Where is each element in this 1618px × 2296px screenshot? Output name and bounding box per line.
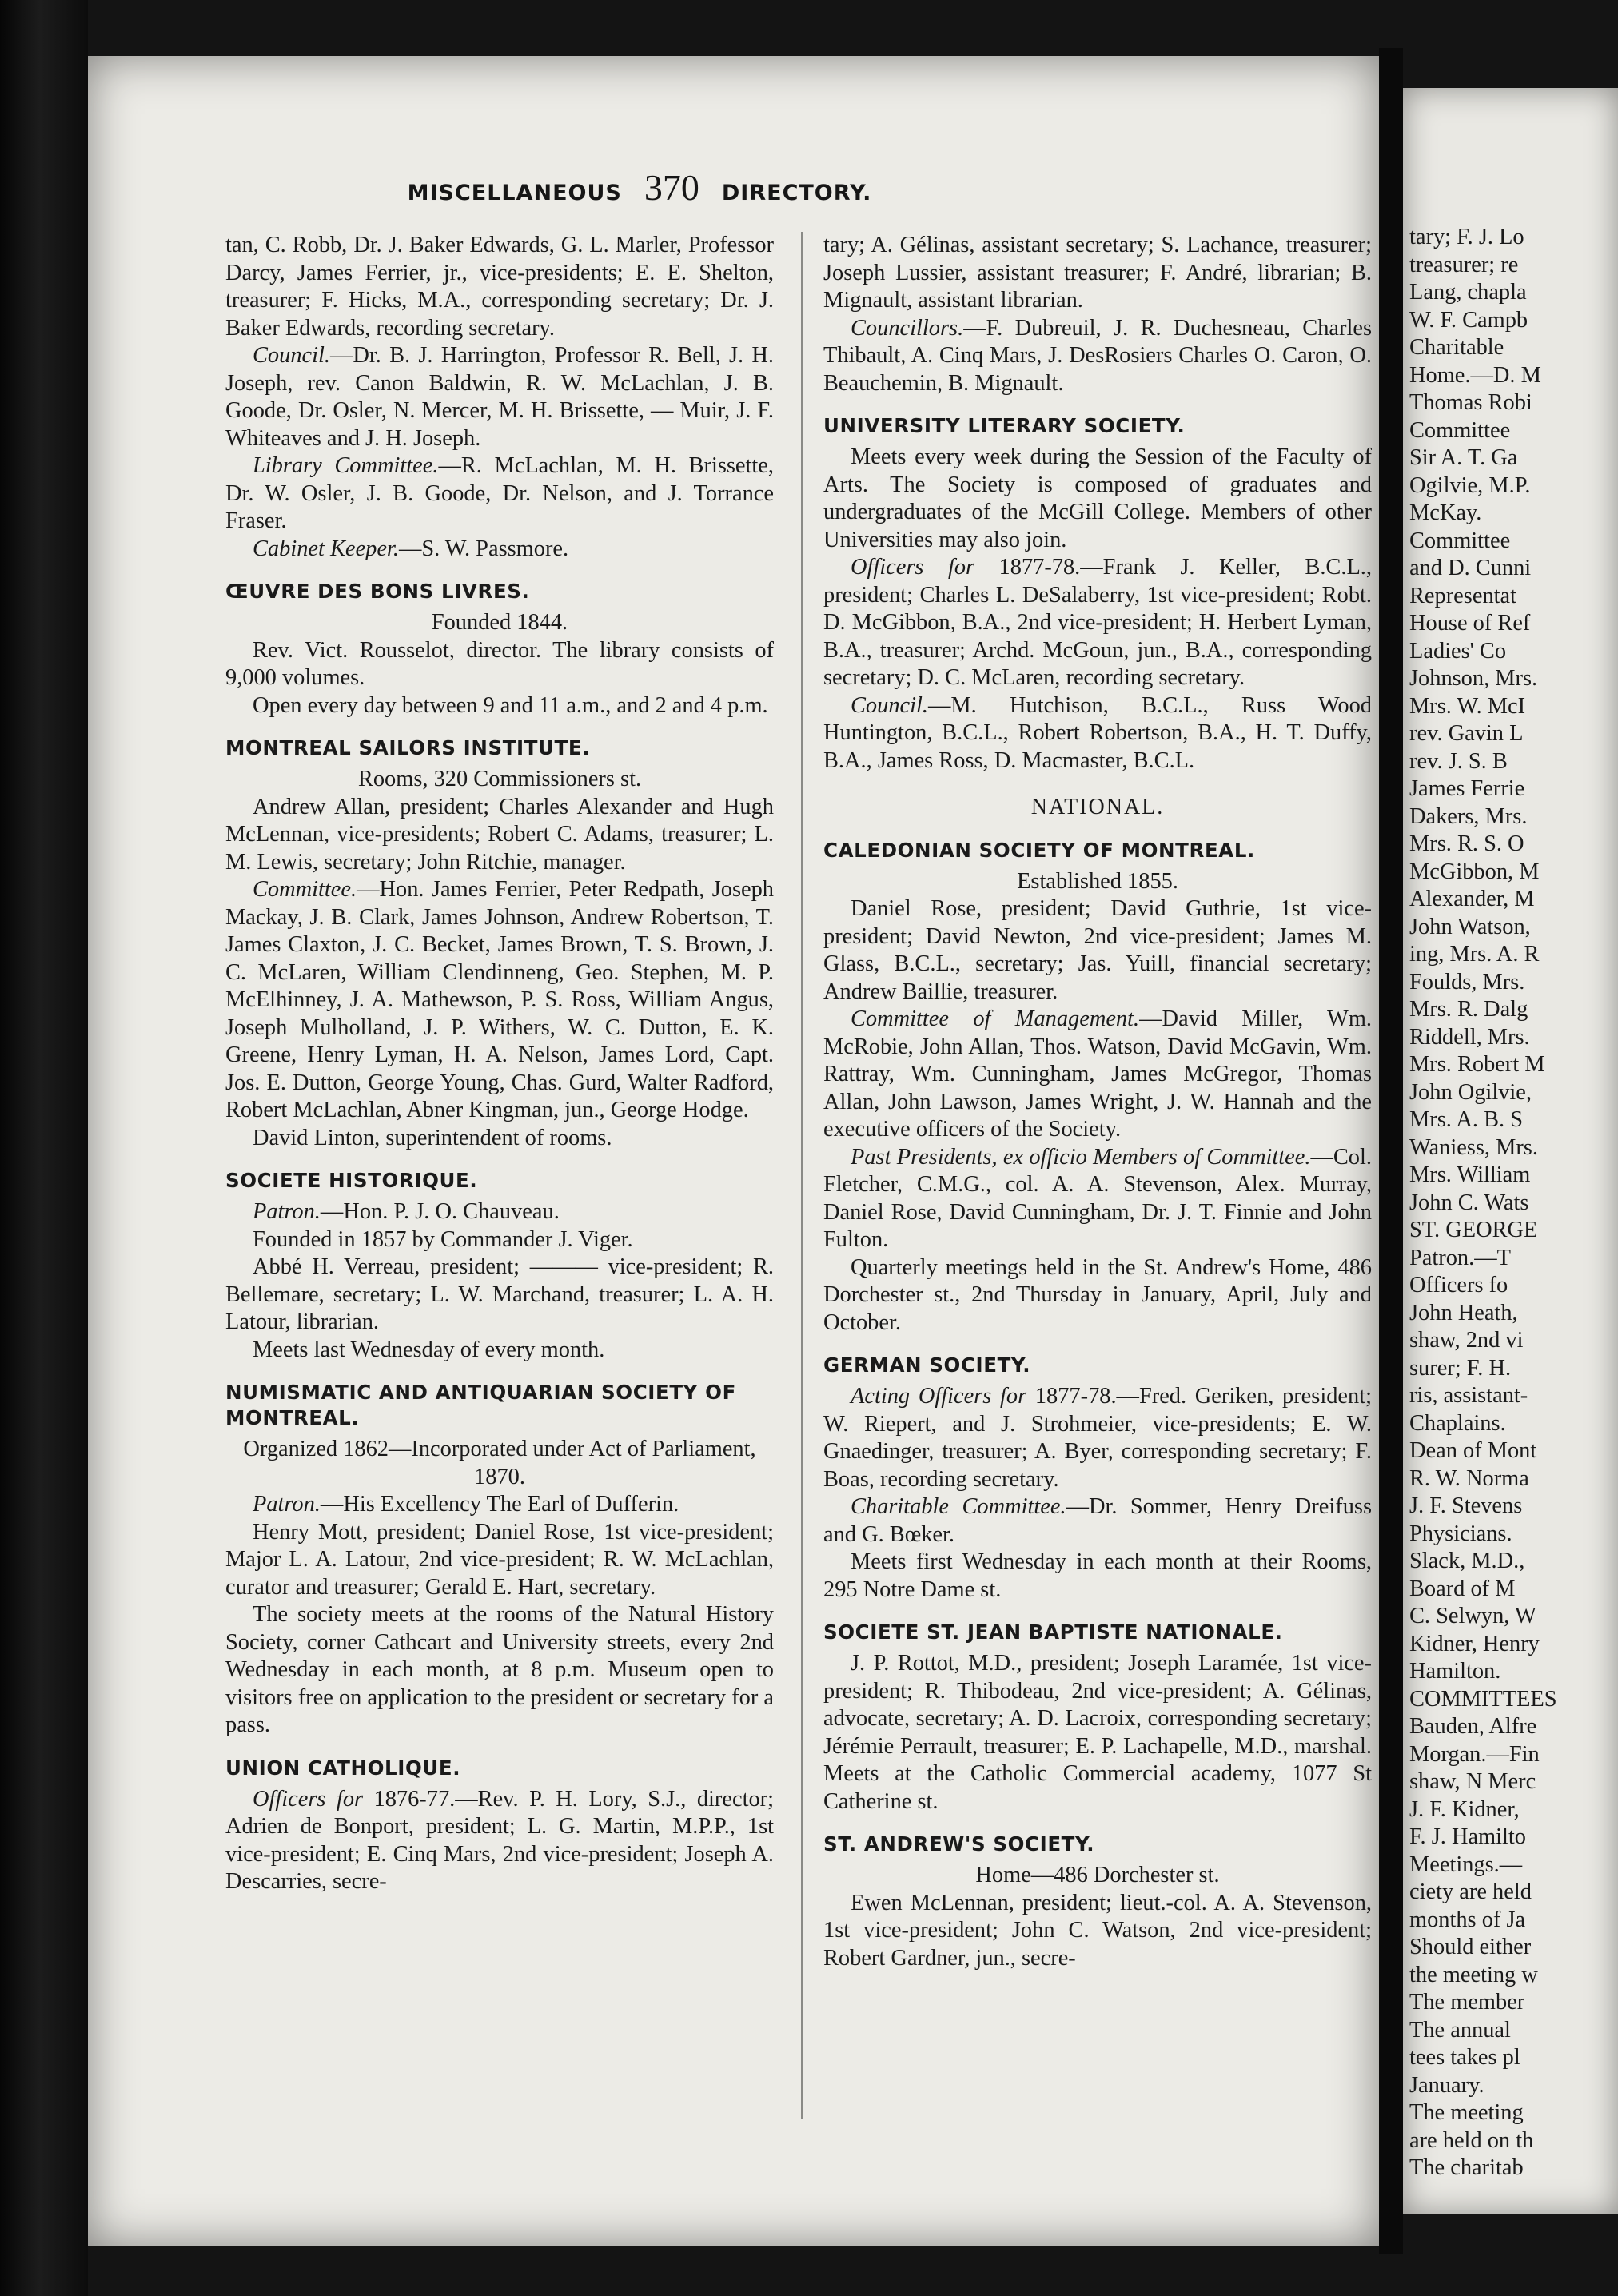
column-rule [801, 232, 803, 2119]
section-heading: UNION CATHOLIQUE. [225, 1756, 461, 1780]
entry-lead: Patron. [253, 1199, 321, 1224]
facing-page-line: C. Selwyn, W [1409, 1604, 1536, 1628]
facing-page-line: months of Ja [1409, 1907, 1526, 1932]
entry-text: —Dr. B. J. Harrington, Professor R. Bell, J. H. Joseph, rev. Canon Baldwin, R. W. McLachlan, J. B. Goode, Dr. Osler, N. Mercer, M. H. Brissette, — Muir, J. F. Whiteaves and J. H. Joseph. [225, 343, 774, 451]
entry-text: tary; A. Gélinas, assistant secretary; S. Lachance, treasurer; Joseph Lussier, assistant treasurer; F. André, librarian; B. Mignault, assistant librarian. [823, 233, 1372, 313]
facing-page-line: tary; F. J. Lo [1409, 225, 1524, 249]
entry-paragraph [225, 452, 774, 536]
entry-text: —F. Dubreuil, J. R. Duchesneau, Charles Thibault, A. Cinq Mars, J. DesRosiers Charles O. Caron, O. Beauchemin, B. Mignault. [823, 315, 1372, 396]
facing-page-line: J. F. Kidner, [1409, 1796, 1520, 1822]
facing-page-line: shaw, 2nd vi [1409, 1328, 1524, 1353]
facing-page-line: R. W. Norma [1409, 1465, 1529, 1491]
entry-paragraph [823, 444, 1372, 554]
entry-text: Abbé H. Verreau, president; ——— vice-president; R. Bellemare, secretary; L. W. Marchand, treasurer; L. A. H. Latour, librarian. [225, 1254, 774, 1334]
facing-page-line: Committee [1409, 417, 1511, 443]
facing-page-line: ST. GEORGE [1409, 1218, 1538, 1242]
facing-page-line: Slack, M.D., [1409, 1549, 1525, 1573]
entry-paragraph [823, 1650, 1372, 1816]
facing-page-line: The charitab [1409, 2155, 1524, 2180]
facing-page-line: are held on th [1409, 2127, 1534, 2153]
entry-paragraph [823, 1383, 1372, 1493]
entry-text: Andrew Allan, president; Charles Alexander and Hugh McLennan, vice-presidents; Robert C. Adams, treasurer; L. M. Lewis, secretary; John Ritchie, manager. [225, 794, 774, 875]
facing-page-line: Chaplains. [1409, 1410, 1506, 1436]
facing-page-line: Physicians. [1409, 1521, 1512, 1546]
header-right: DIRECTORY. [721, 181, 872, 205]
facing-page-line: Patron.—T [1409, 1245, 1511, 1270]
entry-text: 1877-78.—Frank J. Keller, B.C.L., president; Charles L. DeSalaberry, 1st vice-president; Robt. D. McGibbon, B.A., 2nd vice-president; H. Herbert Lyman, B.A., treasurer; Archd. McGoun, jun., B.A., corresponding secretary; D. C. McLaren, recording secretary. [823, 555, 1372, 690]
entry-text: —Hon. James Ferrier, Peter Redpath, Joseph Mackay, J. B. Clark, James Johnson, Andrew Robertson, T. James Claxton, J. C. Becket, James Brown, T. S. Brown, J. C. McLaren, William Clendinneng, Geo. Stephen, M. P. McElhinney, J. A. Mathewson, P. S. Ross, William Angus, Joseph Mulholland, J. P. Withers, W. C. Dutton, E. K. Greene, Henry Lyman, H. A. Nelson, James Lord, Capt. Jos. E. Dutton, George Young, Chas. Gurd, Walter Radford, Robert McLachlan, Abner Kingman, jun., George Hodge. [225, 877, 774, 1122]
entry-lead: Past Presidents, ex officio Members of Committee. [851, 1144, 1311, 1170]
entry-text: —M. Hutchison, B.C.L., Russ Wood Huntington, B.C.L., Robert Robertson, B.A., H. T. Duffy, B.A., James Ross, D. Macmaster, B.C.L. [823, 692, 1372, 773]
facing-page-line: surer; F. H. [1409, 1355, 1512, 1381]
section-heading: ST. ANDREW'S SOCIETY. [823, 1832, 1095, 1856]
entry-paragraph [225, 1198, 774, 1226]
facing-page-line: The annual [1409, 2017, 1511, 2043]
entry-paragraph [823, 895, 1372, 1006]
facing-page-line: January. [1409, 2072, 1484, 2098]
facing-page-line: W. F. Campb [1409, 307, 1528, 333]
facing-page-line: Mrs. A. B. S [1409, 1107, 1523, 1132]
facing-page-line: Hamilton. [1409, 1659, 1501, 1684]
entry-paragraph [225, 876, 774, 1125]
entry-text: —David Miller, Wm. McRobie, John Allan, Thos. Watson, David McGavin, Wm. Rattray, Wm. Cunningham, James McGregor, Thomas Allan, John Lawson, James Wright, J. W. Hannah and the executive officers of the Society. [823, 1006, 1372, 1142]
entry-paragraph [225, 232, 774, 342]
facing-page-line: Ladies' Co [1409, 638, 1507, 664]
entry-text: Ewen McLennan, president; lieut.-col. A. A. Stevenson, 1st vice-president; John C. Watson, 2nd vice-president; Robert Gardner, jun., secre- [823, 1890, 1372, 1971]
entry-paragraph [225, 637, 774, 692]
facing-page-line: Sir A. T. Ga [1409, 445, 1518, 470]
facing-page-line: ris, assistant- [1409, 1383, 1528, 1408]
centered-note: Established 1855. [1017, 868, 1178, 894]
facing-page-line: John Watson, [1409, 914, 1531, 939]
entry-paragraph [225, 1125, 774, 1153]
entry-paragraph [823, 232, 1372, 315]
left-column [225, 232, 774, 1896]
entry-text: Henry Mott, president; Daniel Rose, 1st vice-president; Major L. A. Latour, 2nd vice-president; R. W. McLachlan, curator and treasurer; Gerald E. Hart, secretary. [225, 1519, 774, 1600]
facing-page-line: Mrs. R. S. O [1409, 831, 1524, 856]
entry-text: J. P. Rottot, M.D., president; Joseph Laramée, 1st vice-president; R. Thibodeau, 2nd vice-president; A. Gélinas, advocate, secretary; A. D. Lacroix, corresponding secretary; Jérémie Perrault, treasurer; E. P. Lachapelle, M.D., marshal. Meets at the Catholic Commercial academy, 1077 St Catherine st. [823, 1651, 1372, 1814]
facing-page-line: Representat [1409, 583, 1517, 608]
header-left: MISCELLANEOUS [407, 181, 622, 205]
facing-page-line: Home.—D. M [1409, 362, 1541, 388]
facing-page-line: rev. J. S. B [1409, 748, 1508, 774]
section-heading: SOCIETE HISTORIQUE. [225, 1169, 478, 1192]
facing-page-line: Ogilvie, M.P. [1409, 472, 1531, 498]
facing-page-line: Dakers, Mrs. [1409, 803, 1528, 829]
entry-lead: Patron. [253, 1492, 321, 1517]
entry-paragraph [225, 1254, 774, 1337]
entry-text: —Hon. P. J. O. Chauveau. [320, 1199, 560, 1224]
page-number: 370 [644, 167, 699, 208]
facing-page-line: Riddell, Mrs. [1409, 1024, 1530, 1050]
entry-lead: Committee of Management. [851, 1006, 1140, 1031]
book-binding-left [0, 0, 88, 2296]
facing-page-line: John Ogilvie, [1409, 1079, 1532, 1105]
entry-paragraph [823, 554, 1372, 692]
entry-text: 1876-77.—Rev. P. H. Lory, S.J., director; Adrien de Bonport, president; L. G. Martin, M.P.P., 1st vice-president; E. Cinq Mars, 2nd vice-president; Joseph A. Descarries, secre- [225, 1786, 774, 1894]
facing-page-line: treasurer; re [1409, 252, 1519, 277]
running-header [264, 166, 1015, 209]
entry-paragraph [823, 1890, 1372, 1973]
facing-page-line: tees takes pl [1409, 2045, 1520, 2070]
section-heading: GERMAN SOCIETY. [823, 1353, 1031, 1377]
entry-text: Daniel Rose, president; David Guthrie, 1st vice-president; David Newton, 2nd vice-president; James M. Glass, B.C.L., secretary; Jas. Yuill, financial secretary; Andrew Baillie, treasurer. [823, 896, 1372, 1004]
facing-page-line: Board of M [1409, 1576, 1516, 1601]
facing-page-line: J. F. Stevens [1409, 1493, 1523, 1518]
entry-lead: Library Committee. [253, 453, 439, 478]
entry-lead: Cabinet Keeper. [253, 536, 399, 561]
facing-page-line: McGibbon, M [1409, 859, 1540, 884]
facing-page-line: F. J. Hamilto [1409, 1824, 1527, 1849]
facing-page-line: Mrs. R. Dalg [1409, 997, 1528, 1022]
entry-paragraph [225, 794, 774, 877]
entry-text: —R. McLachlan, M. H. Brissette, Dr. W. Osler, J. B. Goode, Dr. Nelson, and J. Torrance Fraser. [225, 453, 775, 533]
category-heading: NATIONAL. [1030, 795, 1165, 819]
entry-lead: Officers for [851, 555, 975, 580]
book-gutter [1379, 48, 1403, 2254]
facing-page-line: Bauden, Alfre [1409, 1714, 1537, 1739]
entry-text: Quarterly meetings held in the St. Andrew's Home, 486 Dorchester st., 2nd Thursday in January, April, July and October. [823, 1254, 1372, 1335]
entry-lead: Council. [851, 692, 928, 718]
right-column [823, 232, 1372, 1972]
entry-text: —Col. Fletcher, C.M.G., col. A. A. Stevenson, Alex. Murray, Daniel Rose, David Cunningham, Dr. J. T. Finnie and John Fulton. [823, 1144, 1372, 1252]
entry-paragraph [225, 692, 774, 720]
entry-paragraph [225, 342, 774, 452]
facing-page-line: Alexander, M [1409, 887, 1535, 911]
entry-lead: Committee. [253, 877, 357, 902]
entry-lead: Acting Officers for [851, 1384, 1027, 1409]
entry-paragraph [823, 1254, 1372, 1337]
facing-page-line: Lang, chapla [1409, 280, 1527, 305]
facing-page-line: Johnson, Mrs. [1409, 666, 1538, 691]
facing-page-line: Foulds, Mrs. [1409, 969, 1525, 995]
entry-paragraph [823, 315, 1372, 398]
entry-text: —Dr. Sommer, Henry Dreifuss and G. Bœker. [823, 1494, 1373, 1547]
facing-page-line: The meeting [1409, 2100, 1524, 2125]
facing-page-line: shaw, N Merc [1409, 1769, 1536, 1794]
entry-text: tan, C. Robb, Dr. J. Baker Edwards, G. L. Marler, Professor Darcy, James Ferrier, jr., vice-presidents; E. E. Shelton, treasurer; F. Hicks, M.A., corresponding secretary; Dr. J. Baker Edwards, recording secretary. [225, 233, 774, 341]
facing-page-line: COMMITTEES [1409, 1686, 1557, 1712]
entry-paragraph [225, 1601, 774, 1740]
facing-page-line: Meetings.— [1409, 1852, 1523, 1877]
entry-text: Founded in 1857 by Commander J. Viger. [253, 1226, 633, 1252]
facing-page-line: Charitable [1409, 335, 1504, 360]
facing-page-column [1409, 224, 1618, 2182]
entry-paragraph [225, 1519, 774, 1602]
entry-text: Meets first Wednesday in each month at their Rooms, 295 Notre Dame st. [823, 1549, 1372, 1602]
entry-lead: Council. [253, 343, 330, 368]
entry-text: —His Excellency The Earl of Dufferin. [320, 1492, 679, 1517]
entry-text: 1877-78.—Fred. Geriken, president; W. Riepert, and J. Strohmeier, vice-presidents; E. W. Gnaedinger, treasurer; A. Byer, corresponding secretary; F. Boas, recording secretary. [823, 1384, 1372, 1492]
entry-paragraph [225, 1337, 774, 1365]
section-heading: NUMISMATIC AND ANTIQUARIAN SOCIETY OF MONTREAL. [225, 1381, 736, 1429]
section-heading: MONTREAL SAILORS INSTITUTE. [225, 736, 591, 759]
entry-lead: Councillors. [851, 315, 964, 341]
entry-text: —S. W. Passmore. [398, 536, 569, 561]
facing-page-line: Mrs. W. McI [1409, 693, 1526, 719]
entry-paragraph [225, 1226, 774, 1254]
centered-note: Rooms, 320 Commissioners st. [357, 767, 642, 791]
facing-page-line: House of Ref [1409, 611, 1531, 636]
facing-page-line: Mrs. William [1409, 1162, 1531, 1187]
facing-page-line: The member [1409, 1990, 1525, 2015]
facing-page-line: Thomas Robi [1409, 390, 1532, 415]
facing-page-line: rev. Gavin L [1409, 721, 1524, 746]
facing-page-line: Committee [1409, 528, 1511, 553]
facing-page-line: John C. Wats [1409, 1190, 1529, 1215]
entry-paragraph [225, 536, 774, 564]
entry-paragraph [823, 1549, 1372, 1604]
entry-text: The society meets at the rooms of the Natural History Society, corner Cathcart and University streets, every 2nd Wednesday in each month, at 8 p.m. Museum open to visitors free on application to the president or secretary for a pass. [225, 1602, 774, 1737]
entry-text: David Linton, superintendent of rooms. [253, 1125, 612, 1150]
facing-page-line: McKay. [1409, 500, 1482, 525]
entry-text: Open every day between 9 and 11 a.m., and 2 and 4 p.m. [253, 692, 768, 718]
facing-page-line: James Ferrie [1409, 776, 1525, 801]
entry-paragraph [823, 1493, 1372, 1549]
facing-page-line: and D. Cunni [1409, 556, 1532, 580]
facing-page-line: Mrs. Robert M [1409, 1052, 1545, 1077]
facing-page-line: ing, Mrs. A. R [1409, 942, 1540, 967]
section-heading: CALEDONIAN SOCIETY OF MONTREAL. [823, 838, 1255, 862]
facing-page-line: Dean of Mont [1409, 1438, 1537, 1463]
facing-page-line: Waniess, Mrs. [1409, 1134, 1538, 1160]
entry-text: Meets last Wednesday of every month. [253, 1337, 605, 1362]
centered-note: Organized 1862—Incorporated under Act of Parliament, 1870. [243, 1437, 756, 1489]
section-heading: SOCIETE ST. JEAN BAPTISTE NATIONALE. [823, 1620, 1283, 1644]
facing-page-line: Morgan.—Fin [1409, 1741, 1540, 1767]
entry-paragraph [823, 1006, 1372, 1144]
entry-text: Rev. Vict. Rousselot, director. The library consists of 9,000 volumes. [225, 637, 774, 690]
centered-note: Founded 1844. [431, 610, 568, 635]
facing-page [1403, 88, 1618, 2214]
entry-lead: Charitable Committee. [851, 1494, 1066, 1519]
entry-paragraph [823, 692, 1372, 775]
facing-page-line: the meeting w [1409, 1962, 1538, 1987]
entry-lead: Officers for [253, 1786, 364, 1812]
entry-paragraph [225, 1491, 774, 1519]
centered-note: Home—486 Dorchester st. [975, 1863, 1220, 1887]
facing-page-line: Officers fo [1409, 1273, 1508, 1297]
section-heading: ŒUVRE DES BONS LIVRES. [225, 580, 530, 603]
entry-text: Meets every week during the Session of the Faculty of Arts. The Society is composed of graduates and undergraduates of the McGill College. Members of other Universities may also join. [823, 444, 1372, 552]
section-heading: UNIVERSITY LITERARY SOCIETY. [823, 414, 1186, 437]
facing-page-line: ciety are held [1409, 1879, 1532, 1904]
facing-page-line: Kidner, Henry [1409, 1631, 1540, 1656]
facing-page-line: Should either [1409, 1935, 1532, 1959]
entry-paragraph [225, 1786, 774, 1896]
facing-page-line: John Heath, [1409, 1300, 1518, 1325]
entry-paragraph [823, 1144, 1372, 1254]
